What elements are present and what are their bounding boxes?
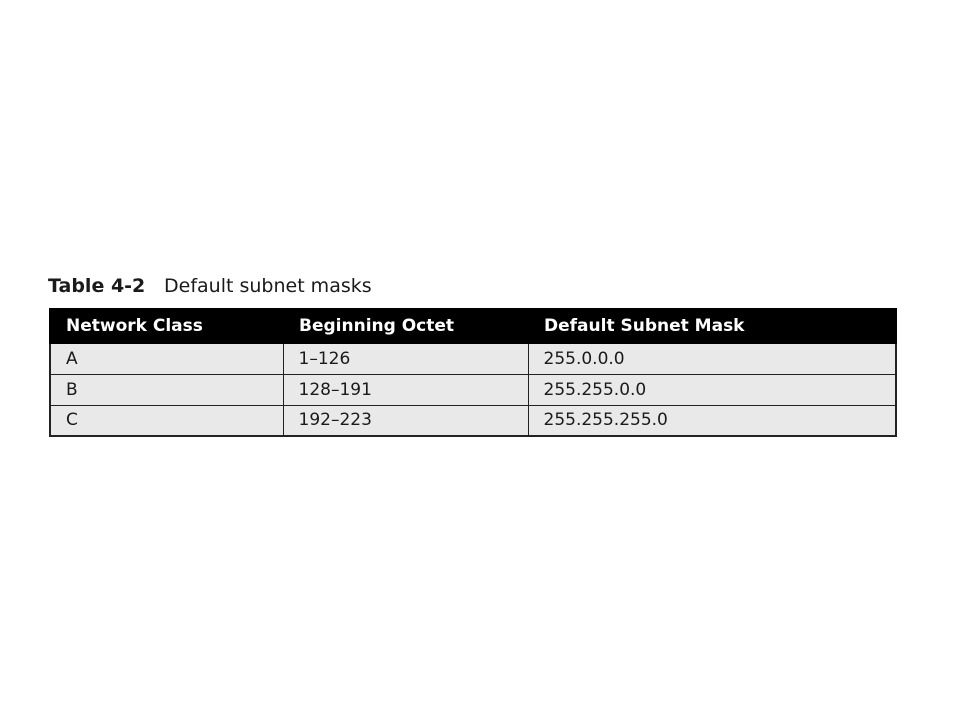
cell-beginning-octet: 1–126	[283, 343, 528, 374]
cell-beginning-octet: 192–223	[283, 405, 528, 436]
subnet-mask-table	[49, 308, 897, 437]
cell-default-subnet-mask: 255.0.0.0	[528, 343, 896, 374]
cell-network-class: C	[50, 405, 283, 436]
table-title: Default subnet masks	[164, 275, 372, 297]
cell-default-subnet-mask: 255.255.255.0	[528, 405, 896, 436]
table-header-row	[50, 309, 896, 343]
table-row	[50, 343, 896, 374]
table-row	[50, 405, 896, 436]
cell-network-class: A	[50, 343, 283, 374]
table-row	[50, 374, 896, 405]
header-beginning-octet: Beginning Octet	[283, 309, 528, 343]
header-network-class: Network Class	[50, 309, 283, 343]
header-default-subnet-mask: Default Subnet Mask	[528, 309, 896, 343]
cell-default-subnet-mask: 255.255.0.0	[528, 374, 896, 405]
table-caption	[48, 273, 372, 299]
cell-beginning-octet: 128–191	[283, 374, 528, 405]
table-number: Table 4-2	[48, 275, 146, 297]
cell-network-class: B	[50, 374, 283, 405]
